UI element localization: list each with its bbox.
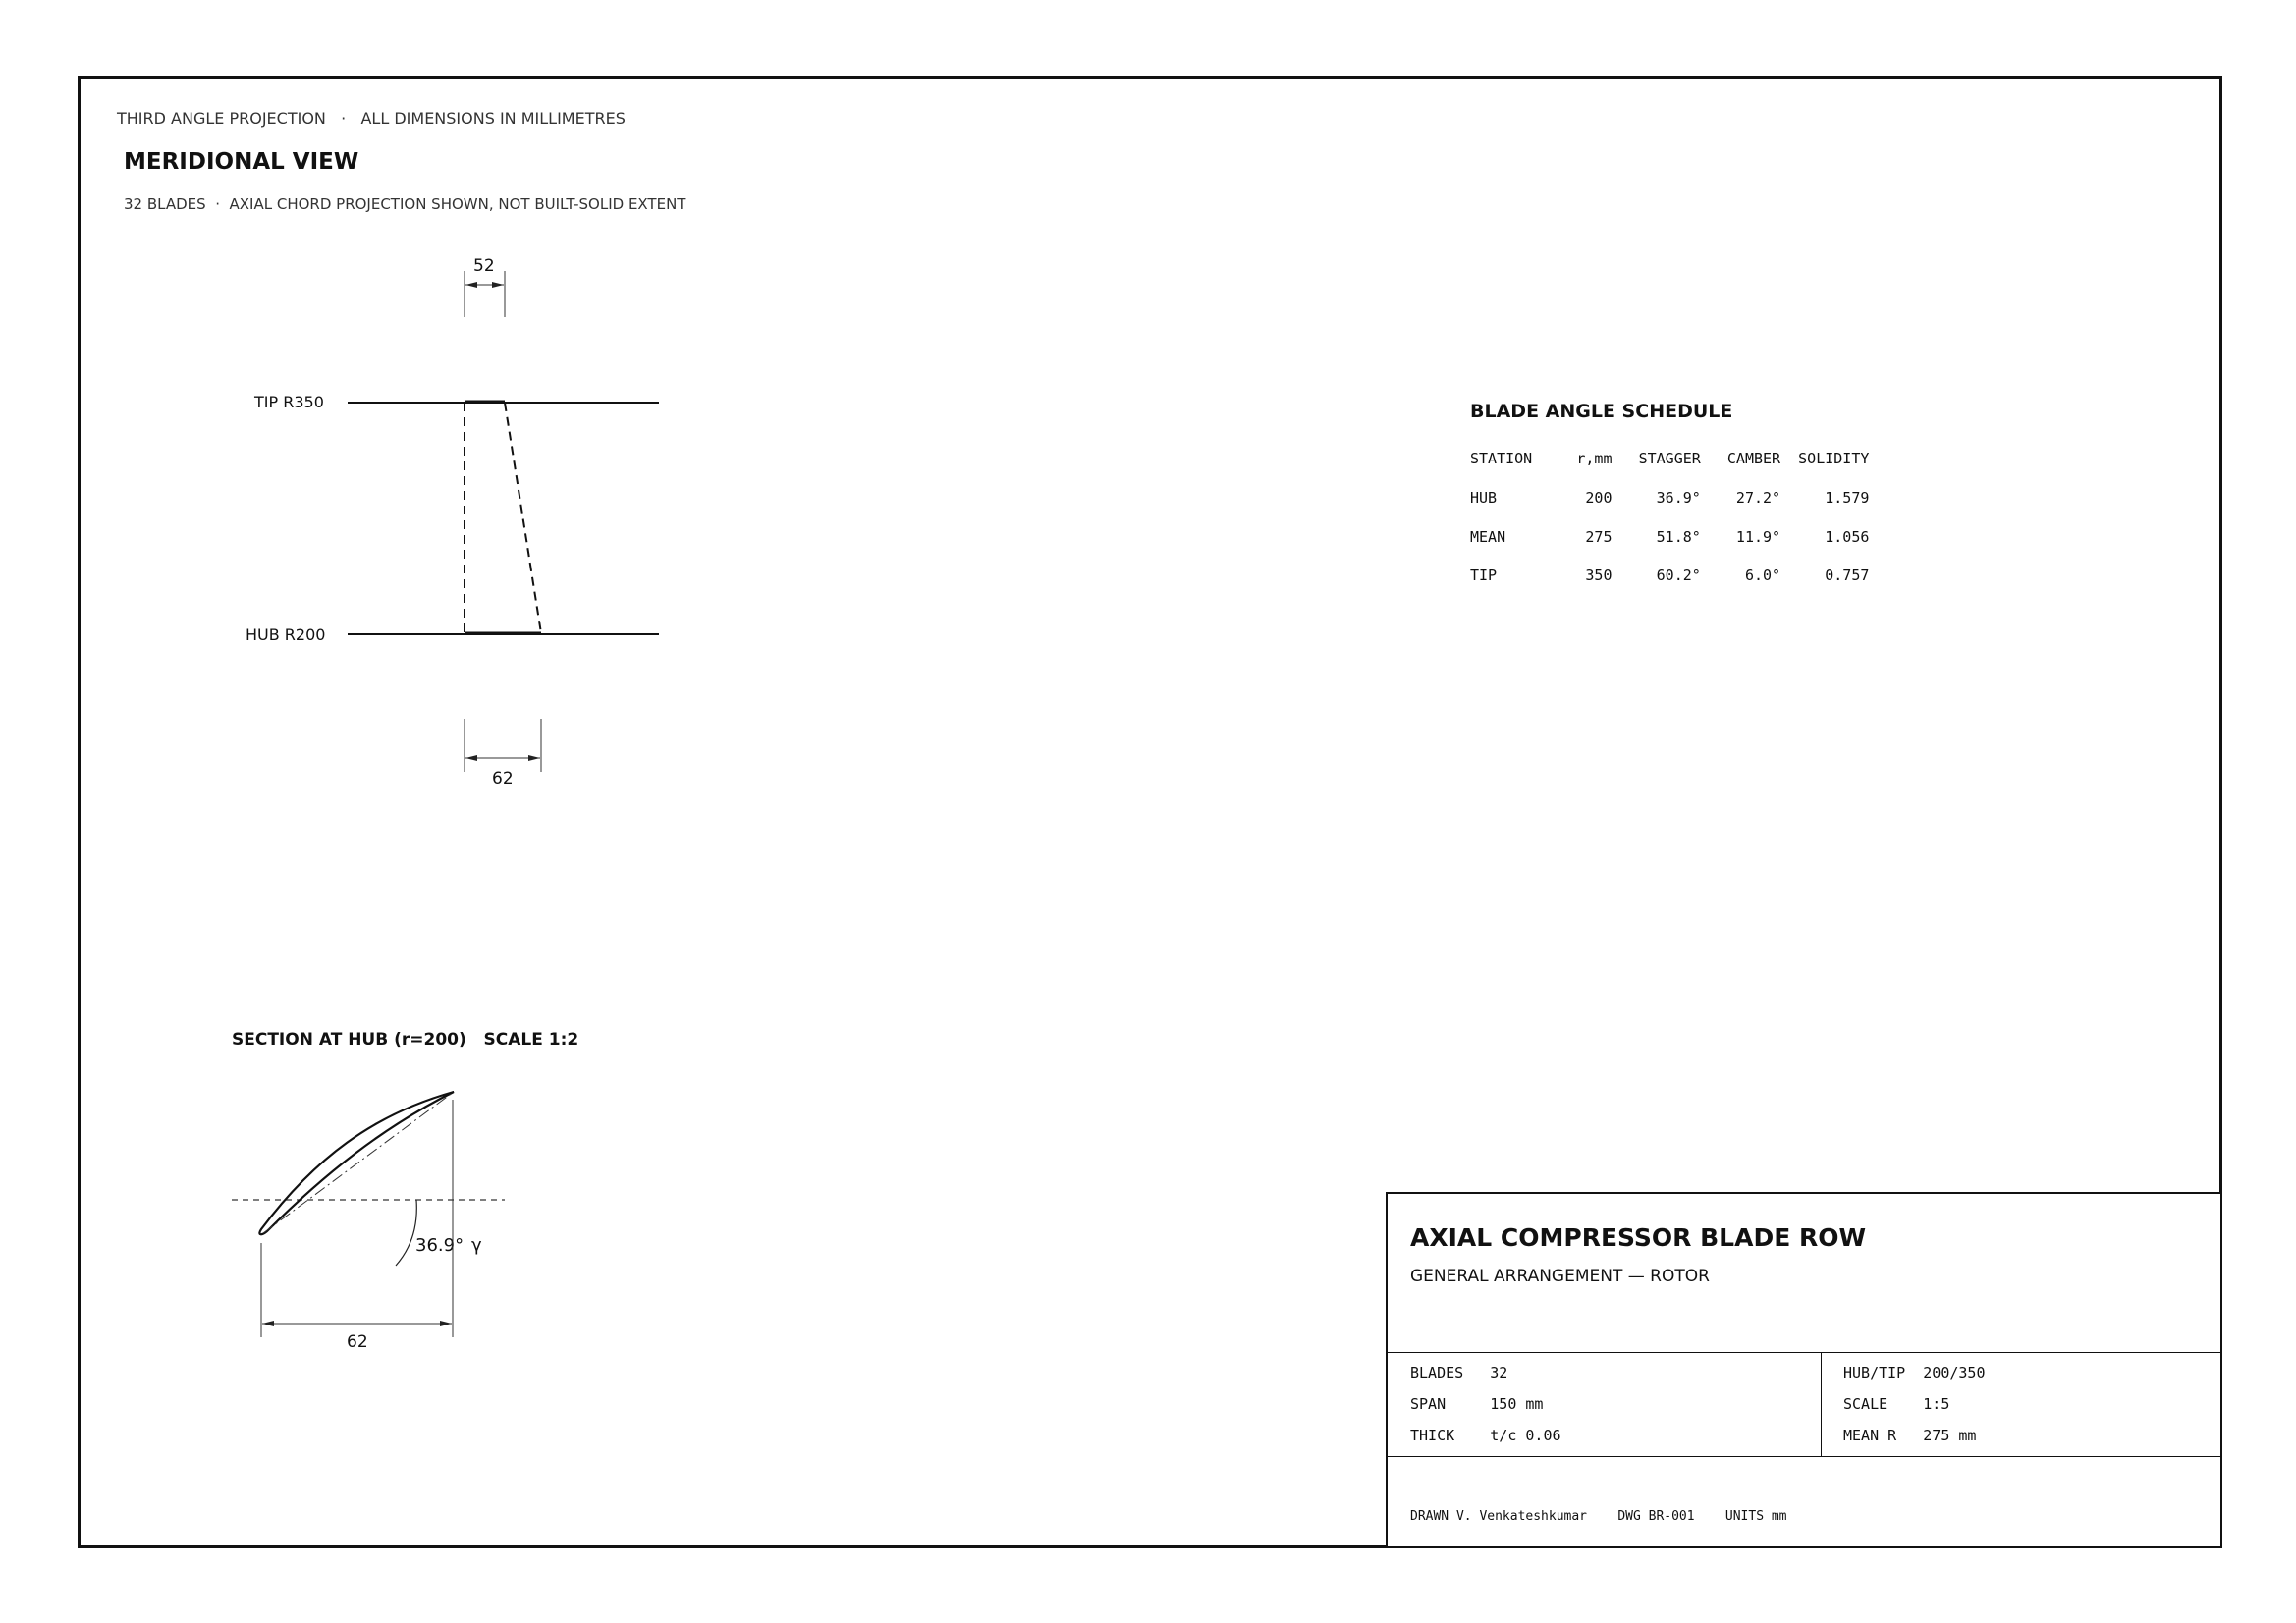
tip-chord-dimension: 52 xyxy=(473,256,495,276)
spec-scale: SCALE 1:5 xyxy=(1843,1395,1950,1413)
section-title: SECTION AT HUB (r=200) SCALE 1:2 xyxy=(232,1030,579,1050)
meridional-view-title: MERIDIONAL VIEW xyxy=(124,149,359,175)
title-block xyxy=(1386,1192,2222,1548)
spec-span: SPAN 150 mm xyxy=(1410,1395,1544,1413)
title-block-title: AXIAL COMPRESSOR BLADE ROW xyxy=(1410,1223,1867,1252)
title-block-subtitle: GENERAL ARRANGEMENT — ROTOR xyxy=(1410,1267,1710,1286)
title-block-footer: DRAWN V. Venkateshkumar DWG BR-001 UNITS mm xyxy=(1410,1509,1787,1524)
schedule-header-row: STATION r,mm STAGGER CAMBER SOLIDITY xyxy=(1470,450,1870,467)
title-block-divider-mid xyxy=(1821,1352,1822,1456)
projection-note: THIRD ANGLE PROJECTION · ALL DIMENSIONS IN MILLIMETRES xyxy=(117,109,626,128)
spec-hub-tip: HUB/TIP 200/350 xyxy=(1843,1364,1986,1381)
stagger-angle-arc xyxy=(396,1200,416,1266)
blade-trailing-edge xyxy=(505,403,541,633)
title-block-divider-top xyxy=(1388,1352,2220,1353)
spec-thickness: THICK t/c 0.06 xyxy=(1410,1427,1561,1444)
schedule-row-tip: TIP 350 60.2° 6.0° 0.757 xyxy=(1470,567,1870,584)
hub-radius-label: HUB R200 xyxy=(246,625,326,644)
chord-line xyxy=(263,1092,454,1233)
meridional-view-subtitle: 32 BLADES · AXIAL CHORD PROJECTION SHOWN, NOT BUILT-SOLID EXTENT xyxy=(124,195,686,213)
schedule-row-hub: HUB 200 36.9° 27.2° 1.579 xyxy=(1470,489,1870,507)
title-block-divider-bottom xyxy=(1388,1456,2220,1457)
schedule-title: BLADE ANGLE SCHEDULE xyxy=(1470,401,1733,422)
stagger-angle-label: 36.9° xyxy=(415,1235,465,1256)
tip-radius-label: TIP R350 xyxy=(254,393,324,411)
gamma-symbol: γ xyxy=(471,1235,482,1256)
spec-mean-radius: MEAN R 275 mm xyxy=(1843,1427,1977,1444)
schedule-row-mean: MEAN 275 51.8° 11.9° 1.056 xyxy=(1470,528,1870,546)
hub-chord-dimension: 62 xyxy=(492,769,514,788)
spec-blades: BLADES 32 xyxy=(1410,1364,1508,1381)
section-chord-dimension: 62 xyxy=(347,1332,368,1352)
